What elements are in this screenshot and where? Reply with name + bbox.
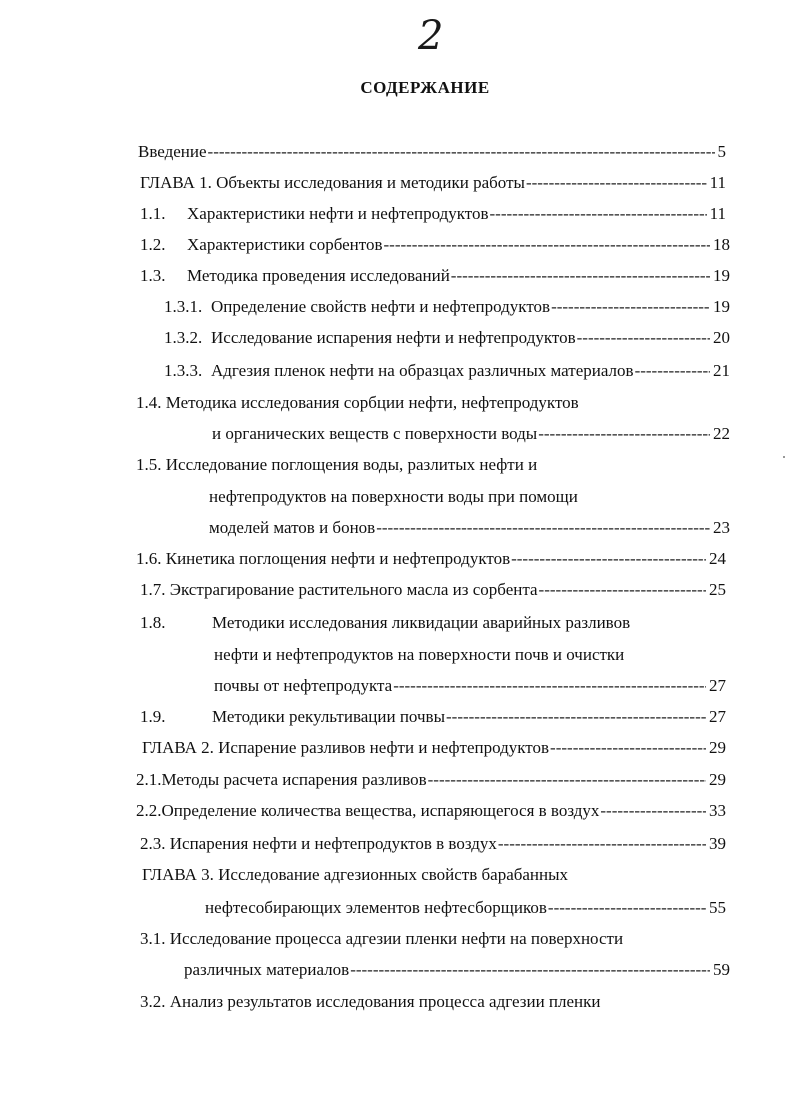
toc-entry-2-3 [140,834,726,854]
toc-entry-1-3-2 [164,328,730,348]
toc-page-number: 29 [709,738,726,757]
toc-entry-text: и органических веществ с поверхности воды [212,424,538,443]
toc-entry-1-5-continuation [209,487,578,507]
toc-entry-text: Экстрагирование растительного масла из сорбента [169,580,538,599]
toc-entry-text: Адгезия пленок нефти на образцах различных материалов [211,361,634,380]
toc-entry-1-3-1 [164,297,730,317]
toc-entry-1-3-3 [164,361,730,381]
toc-page-number: 22 [713,424,730,443]
scan-speck [783,456,785,458]
toc-entry-chapter-3-continuation [205,898,726,918]
toc-entry-text: Исследование поглощения воды, разлитых нефти и [165,455,538,474]
toc-page-number: 21 [713,361,730,380]
toc-entry-number: 3.1. [140,929,166,948]
toc-entry-2-1 [136,770,726,790]
toc-entry-text: Исследование испарения нефти и нефтепродуктов [211,328,576,347]
toc-entry-1-9 [140,707,726,727]
toc-entry-3-1 [140,929,623,949]
toc-entry-1-8-continuation [214,676,726,696]
toc-leader [490,204,707,224]
toc-entry-1-2 [140,235,730,255]
toc-entry-1-5-continuation [209,518,730,538]
toc-entry-text: нефтесобирающих элементов нефтесборщиков [205,898,547,917]
toc-page-number: 55 [709,898,726,917]
toc-entry-number: 1.4. [136,393,162,412]
toc-entry-3-2 [140,992,601,1012]
toc-entry-1-1 [140,204,726,224]
toc-entry-text: Методики рекультивации почвы [212,707,445,726]
toc-entry-text: нефти и нефтепродуктов на поверхности почв и очистки [214,645,625,664]
toc-entry-text: ГЛАВА 3. Исследование адгезионных свойств барабанных [142,865,569,884]
toc-page-number: 59 [713,960,730,979]
toc-page-number: 29 [709,770,726,789]
toc-leader [548,898,706,918]
toc-entry-1-5 [136,455,537,475]
toc-page-number: 19 [713,266,730,285]
toc-entry-text: Исследование процесса адгезии пленки нефти на поверхности [169,929,624,948]
toc-leader [511,549,706,569]
toc-entry-number: 1.5. [136,455,162,474]
toc-entry-text: Методики исследования ликвидации аварийных разливов [212,613,631,632]
toc-entry-text: Методика исследования сорбции нефти, нефтепродуктов [165,393,579,412]
toc-page-number: 33 [709,801,726,820]
toc-entry-number: 1.2. [140,235,166,254]
toc-entry-text: Методы расчета испарения разливов [161,770,427,789]
toc-leader [393,676,706,696]
toc-page-number: 25 [709,580,726,599]
toc-leader [376,518,710,538]
toc-page-number: 11 [709,173,726,192]
toc-entry-number: 2.3. [140,834,166,853]
toc-entry-text: нефтепродуктов на поверхности воды при помощи [209,487,578,506]
toc-entry-1-8 [140,613,630,633]
toc-leader [600,801,706,821]
toc-entry-number: 3.2. [140,992,166,1011]
toc-entry-chapter-3 [142,865,568,885]
toc-page-number: 11 [709,204,726,223]
toc-leader [350,960,710,980]
toc-entry-text: ГЛАВА 2. Испарение разливов нефти и нефтепродуктов [142,738,550,757]
toc-page-number: 20 [713,328,730,347]
toc-leader [538,424,710,444]
toc-entry-number: 1.1. [140,204,166,223]
toc-entry-number: 1.3. [140,266,166,285]
toc-entry-number: 1.8. [140,613,166,632]
toc-leader [635,361,710,381]
handwritten-page-number: 2 [418,13,444,59]
toc-entry-number: 1.7. [140,580,166,599]
toc-entry-text: ГЛАВА 1. Объекты исследования и методики работы [140,173,525,192]
toc-entry-1-3 [140,266,730,286]
toc-leader [384,235,711,255]
toc-entry-text: Характеристики сорбентов [187,235,383,254]
toc-entry-number: 1.3.1. [164,297,203,316]
toc-entry-text: различных материалов [184,960,350,979]
toc-entry-text: Характеристики нефти и нефтепродуктов [187,204,489,223]
toc-leader [428,770,706,790]
toc-entry-text: Анализ результатов исследования процесса адгезии пленки [169,992,601,1011]
toc-entry-number: 2.1. [136,770,162,789]
toc-leader [551,297,710,317]
toc-leader [208,142,715,162]
toc-page-number: 27 [709,707,726,726]
toc-entry-2-2 [136,801,726,821]
toc-page-number: 19 [713,297,730,316]
toc-entry-3-1-continuation [184,960,730,980]
toc-entry-text: Определение количества вещества, испаряющегося в воздух [161,801,600,820]
toc-page-number: 23 [713,518,730,537]
toc-entry-number: 1.3.2. [164,328,203,347]
toc-entry-chapter-1 [140,173,726,193]
toc-leader [539,580,706,600]
toc-entry-1-6 [136,549,726,569]
toc-leader [550,738,706,758]
toc-entry-text: почвы от нефтепродукта [214,676,393,695]
toc-leader [526,173,707,193]
toc-page-number: 18 [713,235,730,254]
toc-entry-text: Введение [138,142,207,161]
toc-entry-number: 1.6. [136,549,162,568]
toc-entry-text: моделей матов и бонов [209,518,376,537]
toc-entry-number: 2.2. [136,801,162,820]
toc-entry-text: Определение свойств нефти и нефтепродуктов [211,297,551,316]
toc-entry-text: Испарения нефти и нефтепродуктов в воздух [169,834,497,853]
toc-page-number: 27 [709,676,726,695]
toc-entry-text: Кинетика поглощения нефти и нефтепродуктов [165,549,511,568]
toc-entry-1-4 [136,393,579,413]
toc-entry-1-4-continuation [212,424,730,444]
toc-entry-1-7 [140,580,726,600]
toc-entry-text: Методика проведения исследований [187,266,450,285]
toc-page-number: 24 [709,549,726,568]
toc-leader [498,834,706,854]
toc-page-number: 5 [717,142,726,161]
toc-leader [446,707,706,727]
page-title: СОДЕРЖАНИЕ [360,78,490,97]
toc-entry-1-8-continuation [214,645,624,665]
toc-entry-introduction [138,142,726,162]
toc-entry-number: 1.9. [140,707,166,726]
toc-page-number: 39 [709,834,726,853]
toc-leader [451,266,710,286]
toc-entry-chapter-2 [142,738,726,758]
toc-entry-number: 1.3.3. [164,361,203,380]
toc-leader [577,328,710,348]
